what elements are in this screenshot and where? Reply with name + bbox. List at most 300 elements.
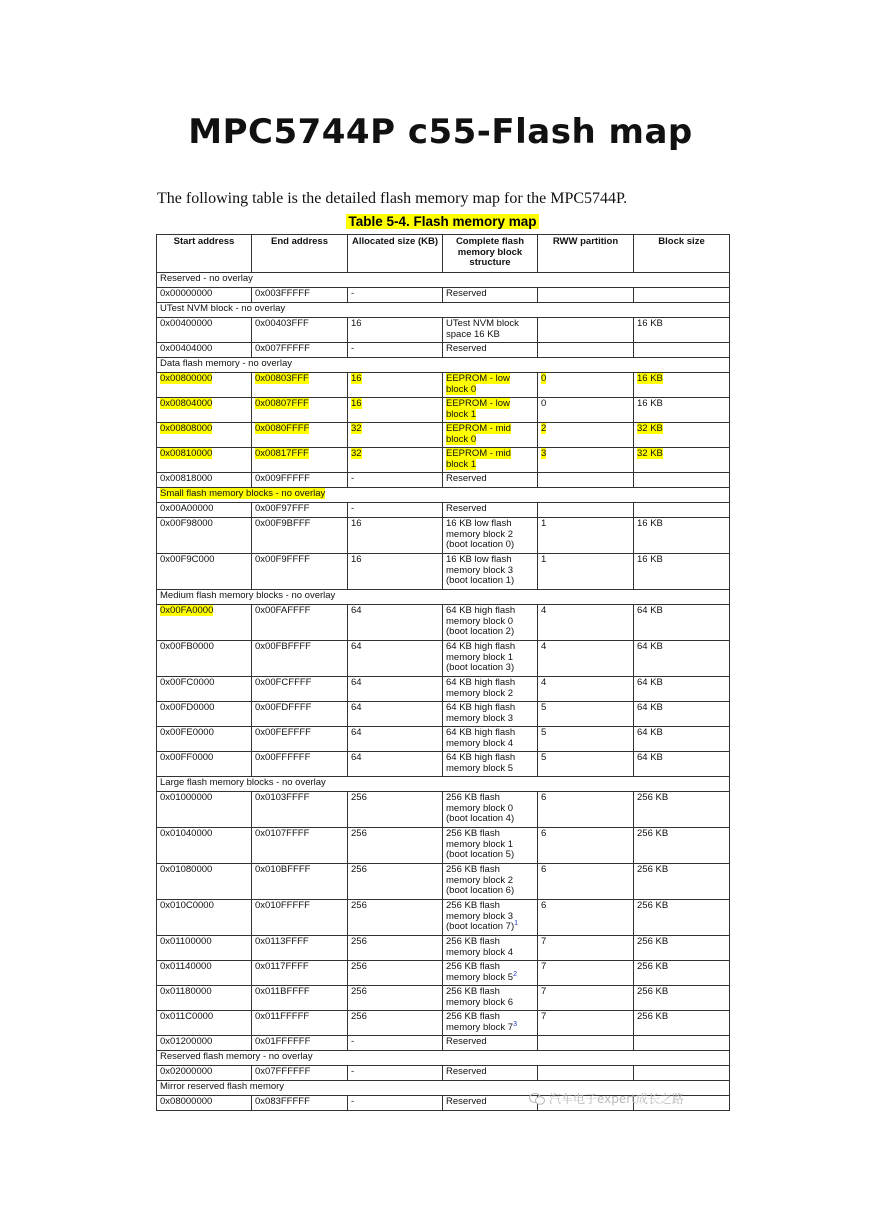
cell-text: 2 [541,423,547,434]
cell-end-address [252,554,348,590]
wechat-icon [529,1093,545,1105]
cell-end-address [252,423,348,448]
cell-rww-partition [538,1066,634,1081]
table-row [157,900,730,936]
cell-allocated-size [348,288,443,303]
table-row [157,677,730,702]
cell-end-address [252,1096,348,1111]
cell-text: 16 KB [637,398,663,409]
cell-end-address [252,1036,348,1051]
cell-text: 256 [351,1011,367,1022]
cell-text: 0x00FF0000 [160,752,214,763]
header-end-address: End address [252,235,348,273]
table-row [157,1011,730,1036]
cell-text: 7 [541,986,547,997]
cell-block-size [634,792,730,828]
cell-rww-partition [538,828,634,864]
cell-text: 64 KB [637,752,663,763]
cell-rww-partition [538,343,634,358]
cell-start-address [157,518,252,554]
cell-text: 0x00FDFFFF [255,702,312,713]
cell-text: 64 KB high flash memory block 1 (boot location 3) [446,641,516,673]
cell-block-structure [443,473,538,488]
cell-text: 0x010FFFFF [255,900,310,911]
cell-text: 0x01FFFFFF [255,1036,311,1047]
footnote-marker: 2 [513,970,517,978]
cell-text: 1 [541,554,547,565]
cell-allocated-size [348,554,443,590]
cell-text: 0x0113FFFF [255,936,309,947]
cell-allocated-size [348,864,443,900]
cell-start-address [157,503,252,518]
cell-block-size [634,288,730,303]
cell-start-address [157,1096,252,1111]
cell-text: 7 [541,1011,547,1022]
cell-text: 0x010BFFFF [255,864,311,875]
cell-block-size [634,702,730,727]
cell-text: 7 [541,936,547,947]
cell-text: 0x011C0000 [160,1011,214,1022]
table-row [157,423,730,448]
cell-end-address [252,1011,348,1036]
cell-start-address [157,1066,252,1081]
cell-text: 0x07FFFFFF [255,1066,311,1077]
cell-block-structure [443,641,538,677]
cell-text: 0x00FEFFFF [255,727,311,738]
cell-text: 1 [541,518,547,529]
cell-allocated-size [348,641,443,677]
cell-end-address [252,986,348,1011]
table-row [157,1066,730,1081]
cell-text: 64 KB high flash memory block 4 [446,727,516,749]
cell-end-address [252,373,348,398]
cell-rww-partition [538,605,634,641]
cell-start-address [157,752,252,777]
section-label [157,303,730,318]
cell-block-structure [443,288,538,303]
cell-text: 0x00FE0000 [160,727,214,738]
cell-text: 5 [541,727,547,738]
cell-text: 256 KB flash memory block 1 (boot location 5) [446,828,515,860]
cell-text: 0x0103FFFF [255,792,310,803]
cell-text: 0 [541,398,547,409]
cell-text: 256 [351,986,367,997]
cell-text: 6 [541,900,547,911]
cell-text: 4 [541,605,547,616]
cell-allocated-size [348,518,443,554]
table-row [157,792,730,828]
cell-start-address [157,554,252,590]
cell-block-structure [443,677,538,702]
table-row [157,473,730,488]
cell-text: UTest NVM block space 16 KB [446,318,519,340]
cell-text: 256 KB flash memory block 6 [446,986,514,1008]
cell-allocated-size [348,986,443,1011]
cell-rww-partition [538,554,634,590]
cell-end-address [252,343,348,358]
cell-text: Reserved [446,1066,487,1077]
cell-allocated-size [348,828,443,864]
cell-start-address [157,1036,252,1051]
cell-block-size [634,343,730,358]
cell-text: 64 KB [637,677,663,688]
cell-text: 256 KB [637,936,669,947]
cell-text: 0x009FFFFF [255,473,310,484]
cell-rww-partition [538,373,634,398]
cell-text: 0x00818000 [160,473,213,484]
cell-text: 0x00F9C000 [160,554,215,565]
intro-text: The following table is the detailed flash memory map for the MPC5744P. [157,190,628,207]
table-caption [0,214,869,229]
cell-text: 6 [541,792,547,803]
cell-text: 256 [351,828,367,839]
table-row [157,288,730,303]
cell-allocated-size [348,936,443,961]
cell-text: 0x00808000 [160,423,213,434]
header-block-structure: Complete flash memory block structure [443,235,538,273]
cell-start-address [157,343,252,358]
cell-text: - [351,343,355,354]
table-row [157,727,730,752]
cell-allocated-size [348,677,443,702]
cell-rww-partition [538,518,634,554]
cell-text: 0x003FFFFF [255,288,310,299]
cell-text: 64 KB [637,702,663,713]
table-caption-label: Table 5-4. Flash memory map [348,214,537,229]
cell-text: - [351,1036,355,1047]
cell-block-structure [443,423,538,448]
cell-text: 0x01180000 [160,986,212,997]
cell-text: 0x0107FFFF [255,828,310,839]
cell-rww-partition [538,503,634,518]
footnote-marker: 1 [514,919,519,927]
cell-allocated-size [348,398,443,423]
cell-text: 16 [351,554,362,565]
cell-text: 0x08000000 [160,1096,213,1107]
cell-end-address [252,398,348,423]
cell-text: 256 [351,864,367,875]
cell-block-structure [443,864,538,900]
cell-text: 64 [351,727,362,738]
table-row [157,864,730,900]
cell-allocated-size [348,792,443,828]
flash-memory-map-table [156,234,730,1111]
table-row [157,986,730,1011]
cell-text: 64 [351,641,362,652]
cell-text: 0x00FFFFFF [255,752,311,763]
cell-block-size [634,423,730,448]
cell-block-size [634,864,730,900]
cell-text: 0x00FA0000 [160,605,214,616]
cell-text: 6 [541,828,547,839]
cell-text: 256 [351,936,367,947]
cell-text: 0x00803FFF [255,373,309,384]
cell-start-address [157,961,252,986]
cell-text: 3 [541,448,547,459]
cell-rww-partition [538,423,634,448]
section-label [157,488,730,503]
cell-block-structure [443,1011,538,1036]
cell-text: 16 KB [637,318,663,329]
cell-block-size [634,318,730,343]
cell-text: 0x0080FFFF [255,423,310,434]
header-start-address: Start address [157,235,252,273]
cell-text: 64 KB [637,727,663,738]
cell-block-size [634,1036,730,1051]
cell-text: 64 KB high flash memory block 3 [446,702,516,724]
cell-text: 0x01200000 [160,1036,213,1047]
cell-end-address [252,641,348,677]
cell-text: 0x00F9FFFF [255,554,310,565]
table-row [157,961,730,986]
cell-block-size [634,828,730,864]
cell-allocated-size [348,423,443,448]
cell-text: - [351,288,355,299]
cell-text: 0x083FFFFF [255,1096,310,1107]
cell-text: Reserved [446,1096,487,1107]
cell-end-address [252,448,348,473]
cell-text: 4 [541,641,547,652]
cell-text: 256 KB flash memory block 5 [446,961,514,983]
cell-text: Reserved [446,288,487,299]
cell-text: 256 KB [637,792,669,803]
cell-text: 0x011BFFFF [255,986,310,997]
cell-text: Reserved [446,343,487,354]
cell-end-address [252,752,348,777]
cell-block-structure [443,986,538,1011]
cell-text: 16 KB [637,554,663,565]
cell-rww-partition [538,288,634,303]
section-label [157,273,730,288]
cell-rww-partition [538,398,634,423]
cell-rww-partition [538,641,634,677]
cell-text: 256 KB [637,900,669,911]
cell-block-structure [443,1066,538,1081]
cell-block-structure [443,900,538,936]
section-row [157,488,730,503]
table-row [157,398,730,423]
cell-text: 0x00FB0000 [160,641,214,652]
section-label-text: Data flash memory - no overlay [160,358,292,369]
cell-start-address [157,641,252,677]
cell-allocated-size [348,605,443,641]
cell-text: 256 KB flash memory block 4 [446,936,514,958]
cell-text: 0x00FC0000 [160,677,215,688]
cell-end-address [252,702,348,727]
cell-allocated-size [348,752,443,777]
section-label-text: Reserved - no overlay [160,273,253,284]
table-row [157,373,730,398]
cell-text: 64 KB [637,641,663,652]
cell-text: 0x00FCFFFF [255,677,312,688]
cell-block-size [634,727,730,752]
cell-text: 64 KB high flash memory block 0 (boot location 2) [446,605,516,637]
cell-text: 64 [351,677,362,688]
table-row [157,1036,730,1051]
cell-block-structure [443,343,538,358]
cell-text: 0x00F9BFFF [255,518,311,529]
cell-text: 0 [541,373,547,384]
cell-end-address [252,961,348,986]
cell-text: 16 [351,373,362,384]
cell-end-address [252,503,348,518]
cell-text: 0x010C0000 [160,900,214,911]
cell-text: 256 KB flash memory block 3 (boot location 7) [446,900,515,932]
table-header-row [157,235,730,273]
cell-allocated-size [348,900,443,936]
cell-end-address [252,828,348,864]
cell-rww-partition [538,792,634,828]
cell-block-structure [443,727,538,752]
cell-block-structure [443,518,538,554]
cell-allocated-size [348,1066,443,1081]
cell-end-address [252,677,348,702]
header-block-size: Block size [634,235,730,273]
cell-end-address [252,936,348,961]
table-row [157,641,730,677]
section-row [157,1051,730,1066]
cell-text: 256 KB [637,864,669,875]
cell-text: 16 KB low flash memory block 2 (boot location 0) [446,518,515,550]
cell-block-size [634,986,730,1011]
cell-allocated-size [348,448,443,473]
cell-block-structure [443,503,538,518]
cell-block-size [634,1066,730,1081]
cell-text: 0x0117FFFF [255,961,309,972]
cell-text: 64 KB [637,605,663,616]
cell-rww-partition [538,961,634,986]
table-row [157,605,730,641]
cell-block-structure [443,373,538,398]
cell-allocated-size [348,373,443,398]
section-label [157,777,730,792]
cell-start-address [157,986,252,1011]
table-row [157,343,730,358]
cell-rww-partition [538,448,634,473]
section-label [157,1051,730,1066]
cell-text: 0x007FFFFF [255,343,310,354]
cell-text: 0x00807FFF [255,398,309,409]
cell-allocated-size [348,961,443,986]
cell-text: 256 KB [637,986,669,997]
cell-block-size [634,1011,730,1036]
table-row [157,518,730,554]
cell-block-size [634,752,730,777]
cell-end-address [252,864,348,900]
cell-allocated-size [348,1036,443,1051]
cell-block-structure [443,702,538,727]
cell-start-address [157,318,252,343]
cell-text: EEPROM - mid block 0 [446,423,511,445]
cell-block-size [634,448,730,473]
watermark-text: 汽车电子expert成长之路 [549,1092,684,1106]
cell-rww-partition [538,936,634,961]
cell-text: 0x00F97FFF [255,503,310,514]
cell-text: 32 KB [637,423,663,434]
section-label-text: UTest NVM block - no overlay [160,303,286,314]
cell-block-structure [443,554,538,590]
section-label-text: Mirror reserved flash memory [160,1081,285,1092]
page-title: MPC5744P c55-Flash map [188,112,693,152]
header-allocated-size: Allocated size (KB) [348,235,443,273]
cell-text: 0x00FD0000 [160,702,215,713]
cell-block-structure [443,936,538,961]
section-row [157,273,730,288]
cell-block-size [634,677,730,702]
cell-text: 64 [351,702,362,713]
cell-text: 0x00800000 [160,373,213,384]
cell-start-address [157,288,252,303]
cell-end-address [252,288,348,303]
cell-text: 256 KB flash memory block 0 (boot location 4) [446,792,515,824]
cell-start-address [157,1011,252,1036]
section-row [157,590,730,605]
cell-start-address [157,828,252,864]
cell-allocated-size [348,343,443,358]
section-row [157,303,730,318]
cell-end-address [252,605,348,641]
cell-text: Reserved [446,503,487,514]
cell-block-size [634,554,730,590]
cell-start-address [157,702,252,727]
cell-rww-partition [538,986,634,1011]
cell-text: - [351,1066,355,1077]
table-row [157,702,730,727]
cell-text: 32 KB [637,448,663,459]
cell-text: 0x00804000 [160,398,213,409]
table-row [157,448,730,473]
cell-text: 6 [541,864,547,875]
cell-start-address [157,605,252,641]
cell-start-address [157,727,252,752]
cell-text: 256 KB flash memory block 2 (boot location 6) [446,864,515,896]
cell-text: 5 [541,752,547,763]
cell-block-structure [443,398,538,423]
cell-text: 0x00A00000 [160,503,214,514]
cell-text: 0x01080000 [160,864,213,875]
section-label-text: Large flash memory blocks - no overlay [160,777,326,788]
cell-text: 16 [351,318,362,329]
cell-start-address [157,398,252,423]
cell-end-address [252,518,348,554]
cell-text: 64 [351,605,362,616]
cell-rww-partition [538,1036,634,1051]
cell-start-address [157,936,252,961]
cell-block-size [634,961,730,986]
cell-rww-partition [538,473,634,488]
cell-end-address [252,318,348,343]
section-label-text: Reserved flash memory - no overlay [160,1051,313,1062]
cell-text: 0x00403FFF [255,318,309,329]
cell-text: 32 [351,423,362,434]
cell-text: - [351,503,355,514]
cell-text: 256 KB [637,1011,669,1022]
cell-text: 0x00FBFFFF [255,641,311,652]
cell-start-address [157,448,252,473]
cell-start-address [157,423,252,448]
cell-text: Reserved [446,1036,487,1047]
cell-block-size [634,373,730,398]
cell-rww-partition [538,702,634,727]
cell-text: EEPROM - low block 1 [446,398,510,420]
cell-text: 16 KB low flash memory block 3 (boot location 1) [446,554,515,586]
cell-block-structure [443,961,538,986]
cell-block-size [634,936,730,961]
cell-text: 16 KB [637,373,663,384]
watermark [529,1090,684,1107]
cell-rww-partition [538,900,634,936]
cell-text: 0x00400000 [160,318,213,329]
